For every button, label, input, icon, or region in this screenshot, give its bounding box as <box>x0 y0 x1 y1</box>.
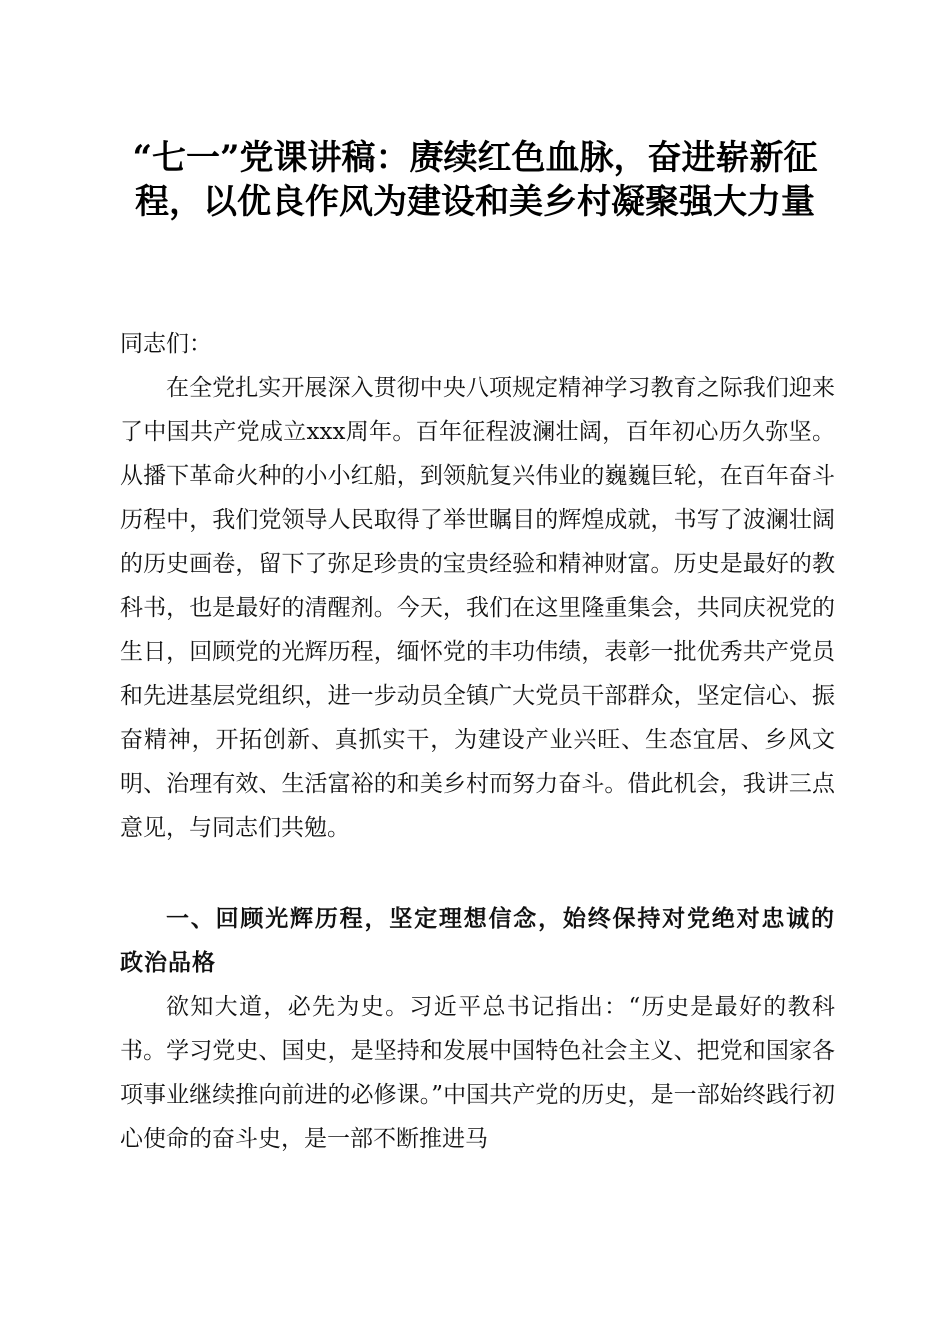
intro-paragraph: 在全党扎实开展深入贯彻中央八项规定精神学习教育之际我们迎来了中国共产党成立xxx周年。百年征程波澜壮阔，百年初心历久弥坚。从播下革命火种的小小红船，到领航复兴伟业的巍巍巨轮，在百年奋斗历程中，我们党领导人民取得了举世瞩目的辉煌成就，书写了波澜壮阔的历史画卷，留下了弥足珍贵的宝贵经验和精神财富。历史是最好的教科书，也是最好的清醒剂。今天，我们在这里隆重集会，共同庆祝党的生日，回顾党的光辉历程，缅怀党的丰功伟绩，表彰一批优秀共产党员和先进基层党组织，进一步动员全镇广大党员干部群众，坚定信心、振奋精神，开拓创新、真抓实干，为建设产业兴旺、生态宜居、乡风文明、治理有效、生活富裕的和美乡村而努力奋斗。借此机会，我讲三点意见，与同志们共勉。 <box>120 375 835 841</box>
section-heading-1: 一、回顾光辉历程，坚定理想信念，始终保持对党绝对忠诚的政治品格 <box>120 906 835 976</box>
section-1-paragraph: 欲知大道，必先为史。习近平总书记指出：“历史是最好的教科书。学习党史、国史，是坚持和发展中国特色社会主义、把党和国家各项事业继续推向前进的必修课。”中国共产党的历史，是一部始终践行初心使命的奋斗史，是一部不断推进马 <box>120 994 835 1152</box>
salutation: 同志们： <box>120 331 212 357</box>
document-title: “七一”党课讲稿：赓续红色血脉，奋进崭新征程，以优良作风为建设和美乡村凝聚强大力量 <box>132 138 818 222</box>
